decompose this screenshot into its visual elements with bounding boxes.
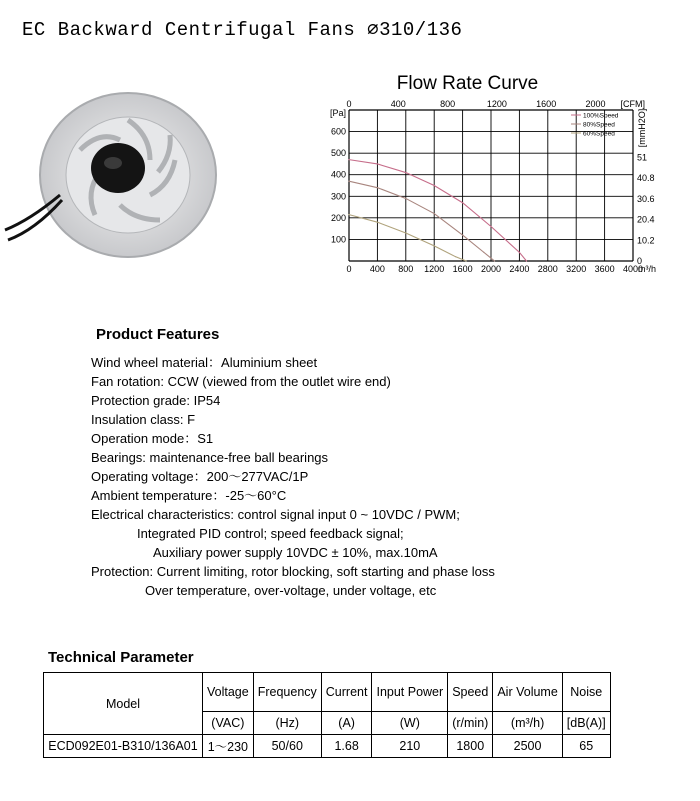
x-bottom-tick-label: 0: [346, 264, 352, 274]
series-point: [405, 232, 406, 233]
x-top-tick-label: 1200: [486, 99, 507, 109]
series-point: [519, 252, 520, 253]
legend-label: 80%Speed: [583, 121, 615, 129]
value-cell: 1～230: [203, 735, 254, 758]
unit-cell: (m³/h): [493, 712, 562, 735]
technical-heading: Technical Parameter: [48, 649, 194, 666]
x-top-tick-label: 400: [390, 99, 406, 109]
unit-cell: (r/min): [448, 712, 493, 735]
x-top-tick-label: 2000: [585, 99, 606, 109]
series-line: [349, 181, 495, 261]
series-point: [377, 187, 378, 188]
fan-product-image: [0, 80, 225, 270]
y-left-tick-label: 500: [330, 148, 346, 159]
series-point: [377, 222, 378, 223]
x-bottom-axis-label: m³/h: [638, 264, 656, 274]
series-point: [434, 185, 435, 186]
x-top-tick-label: 0: [346, 99, 352, 109]
series-point: [348, 214, 349, 215]
col-header: Noise: [562, 673, 610, 712]
col-header: Frequency: [253, 673, 321, 712]
value-cell: 50/60: [253, 735, 321, 758]
value-cell: 65: [562, 735, 610, 758]
features-heading: Product Features: [96, 326, 220, 343]
y-right-tick-label: 51: [637, 152, 648, 163]
series-point: [462, 202, 463, 203]
value-cell: 1.68: [321, 735, 372, 758]
col-header: Speed: [448, 673, 493, 712]
unit-cell: (A): [321, 712, 372, 735]
feature-line: Protection grade: IP54: [91, 393, 221, 408]
x-bottom-tick-label: 2400: [509, 264, 530, 274]
feature-line: Auxiliary power supply 10VDC ± 10%, max.10mA: [153, 545, 438, 560]
feature-line: Fan rotation: CCW (viewed from the outlet wire end): [91, 374, 391, 389]
series-point: [405, 198, 406, 199]
x-bottom-tick-label: 800: [398, 264, 414, 274]
series-point: [466, 260, 467, 261]
y-left-axis-label: [Pa]: [329, 108, 346, 118]
y-left-tick-label: 600: [330, 126, 346, 137]
series-point: [348, 181, 349, 182]
series-point: [483, 252, 484, 253]
y-left-tick-label: 100: [330, 234, 346, 245]
series-point: [526, 260, 527, 261]
feature-line: Bearings: maintenance-free ball bearings: [91, 450, 329, 465]
feature-line: Wind wheel material：Aluminium sheet: [91, 355, 318, 370]
col-header: Input Power: [372, 673, 448, 712]
value-cell: 2500: [493, 735, 562, 758]
x-bottom-tick-label: 4000: [622, 264, 644, 274]
model-cell: ECD092E01-B310/136A01: [44, 735, 203, 758]
y-right-tick-label: 0: [637, 256, 643, 266]
col-header: Air Volume: [493, 673, 562, 712]
x-bottom-tick-label: 1200: [424, 264, 445, 274]
x-bottom-tick-label: 3200: [566, 264, 587, 274]
series-point: [490, 226, 491, 227]
feature-line: Integrated PID control; speed feedback signal;: [137, 526, 404, 541]
x-bottom-tick-label: 2000: [480, 264, 502, 274]
y-left-tick-label: 200: [330, 212, 346, 223]
unit-cell: (Hz): [253, 712, 321, 735]
x-top-tick-label: 1600: [536, 99, 557, 109]
feature-line: Over temperature, over-voltage, under voltage, etc: [145, 583, 437, 598]
page-title: EC Backward Centrifugal Fans ∅310/136: [22, 19, 463, 41]
technical-table: [43, 672, 611, 758]
x-top-axis-label: [CFM]: [620, 99, 646, 109]
chart-title: Flow Rate Curve: [396, 73, 539, 94]
y-right-tick-label: 40.8: [637, 173, 655, 184]
x-bottom-tick-label: 3600: [594, 264, 615, 274]
unit-cell: [dB(A)]: [562, 712, 610, 735]
x-bottom-tick-label: 1600: [452, 264, 473, 274]
series-point: [348, 159, 349, 160]
col-header: Voltage: [203, 673, 254, 712]
unit-cell: (VAC): [203, 712, 254, 735]
x-top-tick-label: 800: [440, 99, 456, 109]
feature-line: Operating voltage：200～277VAC/1P: [91, 469, 309, 484]
x-bottom-tick-label: 2800: [537, 264, 558, 274]
series-point: [405, 172, 406, 173]
y-right-tick-label: 30.6: [637, 193, 655, 204]
series-point: [455, 256, 456, 257]
y-right-axis-label: [mmH2O]: [637, 108, 647, 148]
series-point: [434, 245, 435, 246]
feature-line: Protection: Current limiting, rotor blocking, soft starting and phase loss: [91, 564, 495, 579]
col-header: Current: [321, 673, 372, 712]
series-point: [462, 235, 463, 236]
y-right-tick-label: 20.4: [637, 214, 655, 225]
series-point: [377, 163, 378, 164]
y-left-tick-label: 400: [330, 169, 346, 180]
feature-line: Ambient temperature：-25～60°C: [91, 488, 287, 503]
x-bottom-tick-label: 400: [369, 264, 385, 274]
model-header: Model: [44, 673, 203, 735]
y-left-tick-label: 300: [330, 191, 346, 202]
flow-rate-chart: [315, 95, 665, 285]
legend-label: 60%Speed: [583, 130, 615, 138]
feature-line: Operation mode：S1: [91, 431, 214, 446]
series-line: [349, 215, 466, 261]
y-right-tick-label: 10.2: [637, 235, 655, 246]
unit-cell: (W): [372, 712, 448, 735]
legend-label: 100%Speed: [583, 112, 619, 120]
value-cell: 1800: [448, 735, 493, 758]
value-cell: 210: [372, 735, 448, 758]
feature-line: Electrical characteristics: control signal input 0 ~ 10VDC / PWM;: [91, 507, 460, 522]
series-point: [494, 260, 495, 261]
feature-line: Insulation class: F: [91, 412, 196, 427]
series-point: [434, 213, 435, 214]
